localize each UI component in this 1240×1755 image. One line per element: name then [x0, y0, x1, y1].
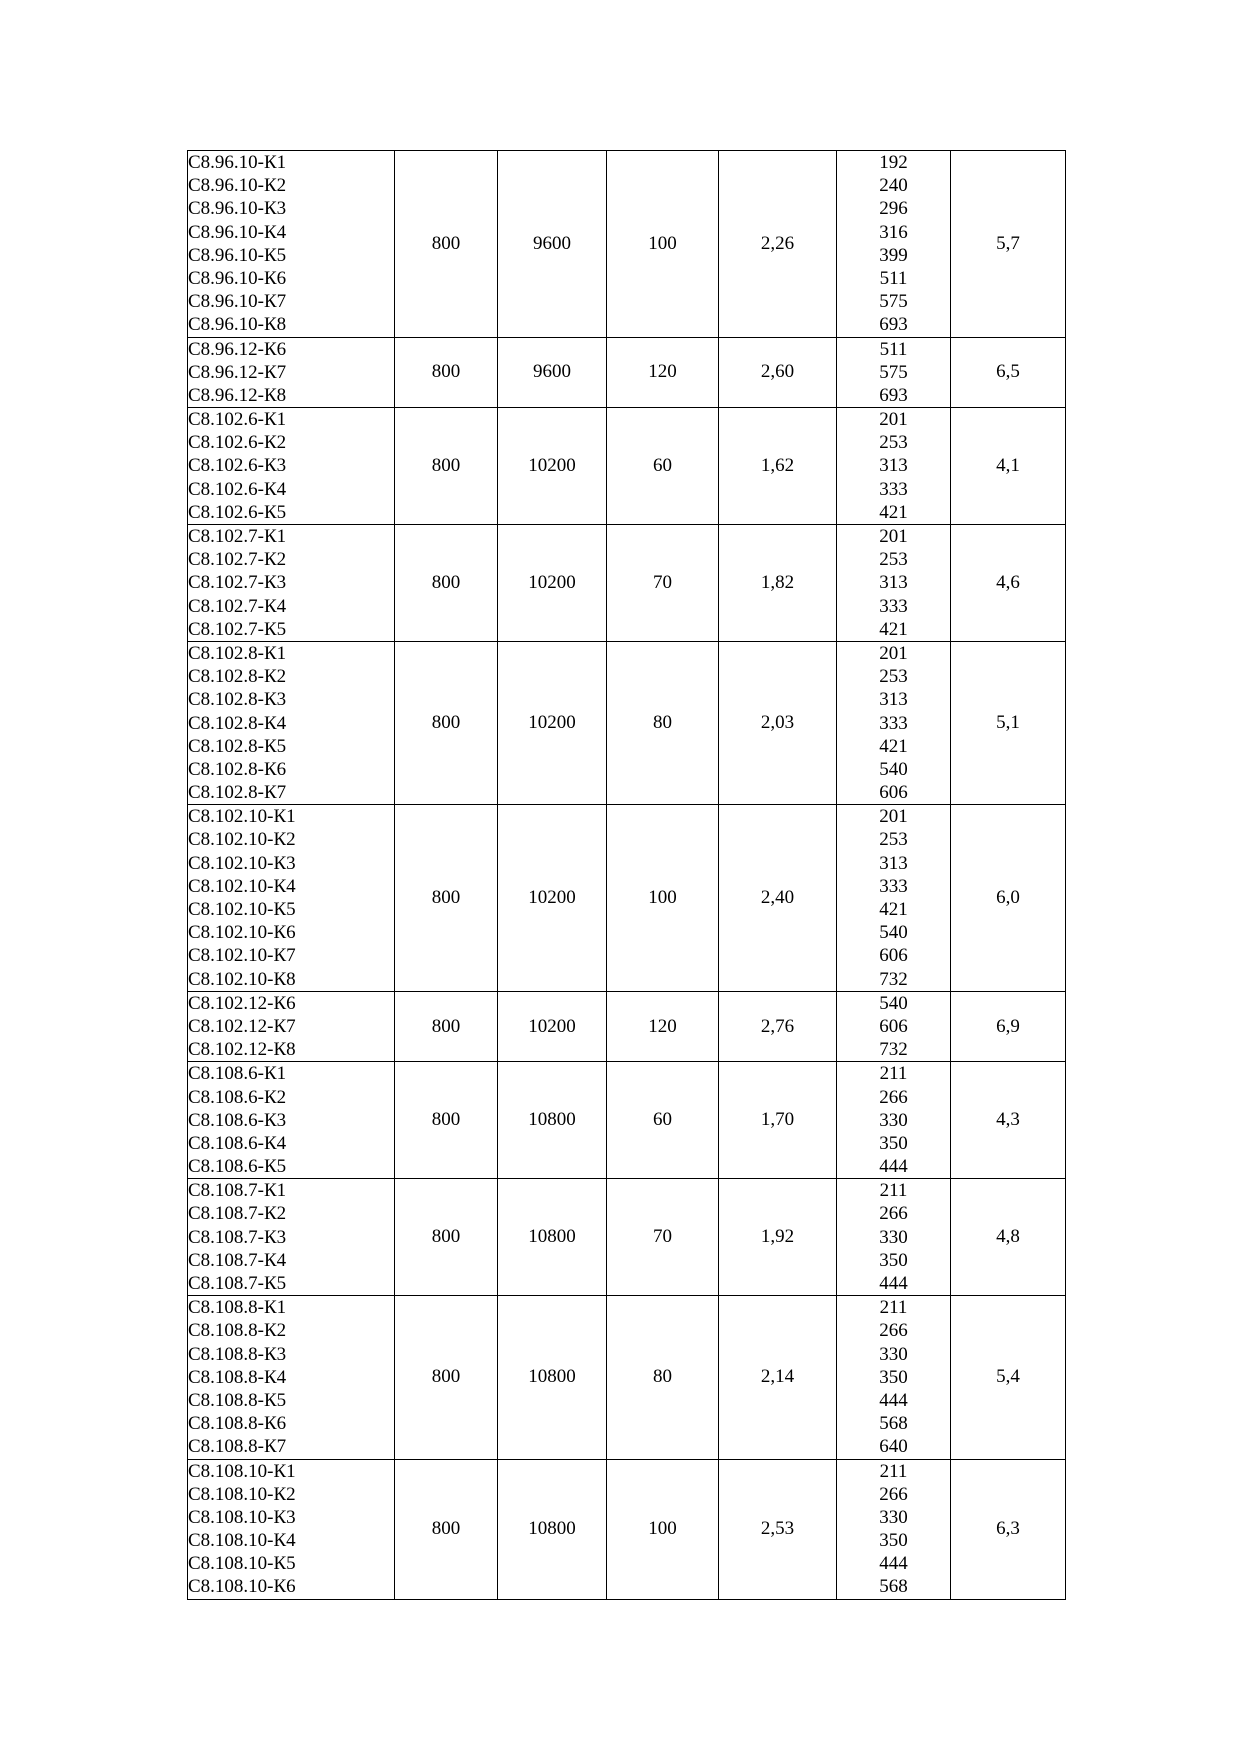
load-cell-line: 511	[879, 267, 908, 289]
mark-cell-line: С8.108.7-К3	[188, 1226, 287, 1248]
load-cell-line: 333	[879, 712, 908, 734]
specification-table	[187, 150, 1066, 1600]
load-cell-line: 313	[879, 852, 908, 874]
mark-cell-line: С8.108.8-К6	[188, 1413, 287, 1435]
mass-cell: 5,1	[951, 641, 1066, 804]
mark-cell-line: С8.102.12-К7	[188, 1015, 296, 1037]
table-row	[188, 408, 1066, 525]
volume-cell: 2,03	[719, 641, 837, 804]
mark-cell	[188, 1179, 395, 1296]
load-cell	[837, 151, 951, 338]
mass-cell: 6,3	[951, 1459, 1066, 1599]
load-cell-line: 330	[879, 1109, 908, 1131]
mark-cell-line: С8.102.8-К6	[188, 758, 287, 780]
load-cell	[837, 337, 951, 408]
mark-cell-line: С8.108.10-К4	[188, 1530, 296, 1552]
mark-cell-line: С8.102.12-К8	[188, 1039, 296, 1061]
mark-cell-line: С8.102.7-К3	[188, 572, 287, 594]
width-cell: 800	[395, 641, 498, 804]
load-cell-line: 333	[879, 595, 908, 617]
load-cell-line: 421	[879, 501, 908, 523]
height-cell: 80	[607, 1296, 719, 1459]
mark-cell-line: С8.108.10-К3	[188, 1506, 296, 1528]
width-cell: 800	[395, 1296, 498, 1459]
length-cell: 10200	[498, 408, 607, 525]
mark-cell-line: С8.108.8-К4	[188, 1366, 287, 1388]
height-cell: 100	[607, 805, 719, 992]
mark-cell-line: С8.102.7-К4	[188, 595, 287, 617]
volume-cell: 2,53	[719, 1459, 837, 1599]
load-cell-line: 330	[879, 1506, 908, 1528]
mark-cell-line: С8.102.8-К1	[188, 642, 287, 664]
volume-cell: 2,60	[719, 337, 837, 408]
volume-cell: 1,82	[719, 525, 837, 642]
load-cell-line: 575	[879, 291, 908, 313]
load-cell-line: 192	[879, 152, 908, 173]
height-cell: 70	[607, 1179, 719, 1296]
load-cell-line: 693	[879, 384, 908, 406]
load-cell-line: 253	[879, 666, 908, 688]
load-cell	[837, 408, 951, 525]
load-cell-line: 201	[879, 409, 908, 431]
length-cell: 9600	[498, 337, 607, 408]
volume-cell: 2,26	[719, 151, 837, 338]
width-cell: 800	[395, 408, 498, 525]
mark-cell-line: С8.102.6-К4	[188, 478, 287, 500]
load-cell-line: 313	[879, 572, 908, 594]
length-cell: 10200	[498, 991, 607, 1062]
volume-cell: 1,62	[719, 408, 837, 525]
load-cell	[837, 991, 951, 1062]
height-cell: 120	[607, 991, 719, 1062]
load-cell-line: 211	[879, 1063, 908, 1085]
load-cell-line: 350	[879, 1249, 908, 1271]
mark-cell-line: С8.102.10-К6	[188, 922, 296, 944]
load-cell	[837, 1062, 951, 1179]
mark-cell-line: С8.96.10-К7	[188, 291, 287, 313]
height-cell: 60	[607, 1062, 719, 1179]
load-cell-line: 296	[879, 198, 908, 220]
load-cell-line: 693	[879, 314, 908, 336]
length-cell: 10200	[498, 805, 607, 992]
mark-cell-line: С8.108.8-К3	[188, 1343, 287, 1365]
length-cell: 10200	[498, 525, 607, 642]
load-cell	[837, 1459, 951, 1599]
table-row	[188, 151, 1066, 338]
height-cell: 80	[607, 641, 719, 804]
mark-cell-line: С8.102.6-К3	[188, 455, 287, 477]
mark-cell-line: С8.96.10-К4	[188, 221, 287, 243]
mark-cell-line: С8.96.10-К2	[188, 175, 287, 197]
load-cell-line: 266	[879, 1203, 908, 1225]
mark-cell-line: С8.96.10-К8	[188, 314, 287, 336]
length-cell: 10800	[498, 1296, 607, 1459]
load-cell-line: 540	[879, 922, 908, 944]
width-cell: 800	[395, 1459, 498, 1599]
mark-cell-line: С8.102.8-К2	[188, 666, 287, 688]
mark-cell	[188, 805, 395, 992]
load-cell-line: 540	[879, 758, 908, 780]
width-cell: 800	[395, 525, 498, 642]
mass-cell: 4,6	[951, 525, 1066, 642]
volume-cell: 2,76	[719, 991, 837, 1062]
mark-cell	[188, 151, 395, 338]
load-cell	[837, 641, 951, 804]
length-cell: 10800	[498, 1179, 607, 1296]
load-cell-line: 350	[879, 1132, 908, 1154]
load-cell-line: 201	[879, 642, 908, 664]
mark-cell-line: С8.108.10-К2	[188, 1483, 296, 1505]
load-cell-line: 201	[879, 526, 908, 547]
mark-cell-line: С8.102.10-К5	[188, 899, 296, 920]
load-cell-line: 732	[879, 1039, 908, 1061]
table-row	[188, 1062, 1066, 1179]
volume-cell: 1,92	[719, 1179, 837, 1296]
mass-cell: 6,5	[951, 337, 1066, 408]
load-cell-line: 399	[879, 244, 908, 266]
load-cell-line: 211	[879, 1460, 908, 1482]
load-cell-line: 330	[879, 1343, 908, 1365]
mark-cell-line: С8.108.7-К4	[188, 1249, 287, 1271]
table-row	[188, 525, 1066, 642]
load-cell-line: 333	[879, 875, 908, 897]
mark-cell	[188, 408, 395, 525]
height-cell: 100	[607, 1459, 719, 1599]
mark-cell-line: С8.108.6-К5	[188, 1156, 287, 1178]
load-cell-line: 253	[879, 549, 908, 571]
mass-cell: 6,9	[951, 991, 1066, 1062]
load-cell-line: 266	[879, 1483, 908, 1505]
mark-cell	[188, 337, 395, 408]
mark-cell-line: С8.102.7-К2	[188, 549, 287, 571]
load-cell-line: 316	[879, 221, 908, 243]
table-row	[188, 805, 1066, 992]
load-cell-line: 211	[879, 1297, 908, 1319]
load-cell-line: 313	[879, 689, 908, 711]
table-body	[188, 151, 1066, 1600]
load-cell	[837, 1296, 951, 1459]
mark-cell-line: С8.102.10-К3	[188, 852, 296, 874]
mark-cell-line: С8.108.6-К4	[188, 1132, 287, 1154]
mark-cell-line: С8.108.7-К1	[188, 1180, 287, 1202]
width-cell: 800	[395, 1062, 498, 1179]
load-cell-line: 350	[879, 1530, 908, 1552]
width-cell: 800	[395, 337, 498, 408]
mark-cell-line: С8.102.8-К4	[188, 712, 287, 734]
mark-cell	[188, 641, 395, 804]
load-cell	[837, 1179, 951, 1296]
load-cell-line: 350	[879, 1366, 908, 1388]
mark-cell-line: С8.108.10-К6	[188, 1576, 296, 1598]
height-cell: 120	[607, 337, 719, 408]
mark-cell-line: С8.102.10-К1	[188, 806, 296, 828]
load-cell-line: 266	[879, 1086, 908, 1108]
table-row	[188, 641, 1066, 804]
load-cell-line: 575	[879, 361, 908, 383]
load-cell-line: 333	[879, 478, 908, 500]
mass-cell: 5,4	[951, 1296, 1066, 1459]
table-row	[188, 991, 1066, 1062]
mark-cell-line: С8.108.8-К5	[188, 1389, 287, 1411]
load-cell	[837, 805, 951, 992]
mark-cell-line: С8.108.6-К2	[188, 1086, 287, 1108]
load-cell-line: 444	[879, 1553, 908, 1575]
mark-cell-line: С8.108.8-К2	[188, 1320, 287, 1342]
load-cell-line: 421	[879, 899, 908, 920]
mark-cell-line: С8.102.7-К5	[188, 618, 287, 640]
mark-cell-line: С8.102.6-К5	[188, 501, 287, 523]
load-cell-line: 266	[879, 1320, 908, 1342]
mark-cell-line: С8.96.10-К6	[188, 267, 287, 289]
load-cell-line: 606	[879, 945, 908, 967]
mark-cell-line: С8.96.12-К6	[188, 338, 287, 360]
load-cell-line: 511	[879, 338, 908, 360]
load-cell-line: 568	[879, 1413, 908, 1435]
mark-cell-line: С8.108.8-К1	[188, 1297, 287, 1319]
mark-cell-line: С8.102.10-К7	[188, 945, 296, 967]
mass-cell: 6,0	[951, 805, 1066, 992]
table-row	[188, 1296, 1066, 1459]
length-cell: 10800	[498, 1062, 607, 1179]
mark-cell-line: С8.102.10-К8	[188, 968, 296, 990]
mark-cell-line: С8.102.7-К1	[188, 526, 287, 547]
load-cell-line: 606	[879, 1015, 908, 1037]
table-row	[188, 337, 1066, 408]
load-cell-line: 444	[879, 1389, 908, 1411]
volume-cell: 1,70	[719, 1062, 837, 1179]
mark-cell	[188, 1296, 395, 1459]
load-cell-line: 640	[879, 1436, 908, 1458]
mark-cell-line: С8.102.10-К4	[188, 875, 296, 897]
mark-cell-line: С8.102.10-К2	[188, 829, 296, 851]
mark-cell-line: С8.108.10-К1	[188, 1460, 296, 1482]
mark-cell-line: С8.102.12-К6	[188, 992, 296, 1014]
length-cell: 9600	[498, 151, 607, 338]
load-cell-line: 421	[879, 618, 908, 640]
mark-cell-line: С8.96.10-К3	[188, 198, 287, 220]
height-cell: 100	[607, 151, 719, 338]
mark-cell-line: С8.102.6-К2	[188, 432, 287, 454]
mark-cell-line: С8.96.12-К8	[188, 384, 287, 406]
table-row	[188, 1179, 1066, 1296]
mark-cell	[188, 525, 395, 642]
height-cell: 60	[607, 408, 719, 525]
mark-cell	[188, 991, 395, 1062]
mass-cell: 4,1	[951, 408, 1066, 525]
mark-cell-line: С8.108.6-К1	[188, 1063, 287, 1085]
load-cell-line: 253	[879, 829, 908, 851]
table-row	[188, 1459, 1066, 1599]
volume-cell: 2,40	[719, 805, 837, 992]
mark-cell-line: С8.102.8-К5	[188, 735, 287, 757]
load-cell-line: 253	[879, 432, 908, 454]
width-cell: 800	[395, 151, 498, 338]
length-cell: 10200	[498, 641, 607, 804]
load-cell-line: 732	[879, 968, 908, 990]
mark-cell-line: С8.108.7-К2	[188, 1203, 287, 1225]
volume-cell: 2,14	[719, 1296, 837, 1459]
height-cell: 70	[607, 525, 719, 642]
mark-cell-line: С8.96.10-К1	[188, 152, 287, 173]
mass-cell: 5,7	[951, 151, 1066, 338]
mark-cell-line: С8.102.8-К3	[188, 689, 287, 711]
load-cell-line: 211	[879, 1180, 908, 1202]
load-cell-line: 540	[879, 992, 908, 1014]
load-cell-line: 313	[879, 455, 908, 477]
mark-cell-line: С8.108.10-К5	[188, 1553, 296, 1575]
mark-cell-line: С8.108.6-К3	[188, 1109, 287, 1131]
mark-cell-line: С8.108.7-К5	[188, 1273, 287, 1294]
length-cell: 10800	[498, 1459, 607, 1599]
load-cell-line: 444	[879, 1156, 908, 1178]
load-cell-line: 201	[879, 806, 908, 828]
mass-cell: 4,3	[951, 1062, 1066, 1179]
load-cell	[837, 525, 951, 642]
width-cell: 800	[395, 1179, 498, 1296]
width-cell: 800	[395, 991, 498, 1062]
load-cell-line: 444	[879, 1273, 908, 1294]
mark-cell-line: С8.108.8-К7	[188, 1436, 287, 1458]
width-cell: 800	[395, 805, 498, 992]
mark-cell	[188, 1459, 395, 1599]
load-cell-line: 606	[879, 782, 908, 804]
mark-cell-line: С8.102.8-К7	[188, 782, 287, 804]
mass-cell: 4,8	[951, 1179, 1066, 1296]
mark-cell-line: С8.102.6-К1	[188, 409, 287, 431]
mark-cell	[188, 1062, 395, 1179]
mark-cell-line: С8.96.12-К7	[188, 361, 287, 383]
load-cell-line: 421	[879, 735, 908, 757]
load-cell-line: 330	[879, 1226, 908, 1248]
load-cell-line: 240	[879, 175, 908, 197]
load-cell-line: 568	[879, 1576, 908, 1598]
mark-cell-line: С8.96.10-К5	[188, 244, 287, 266]
